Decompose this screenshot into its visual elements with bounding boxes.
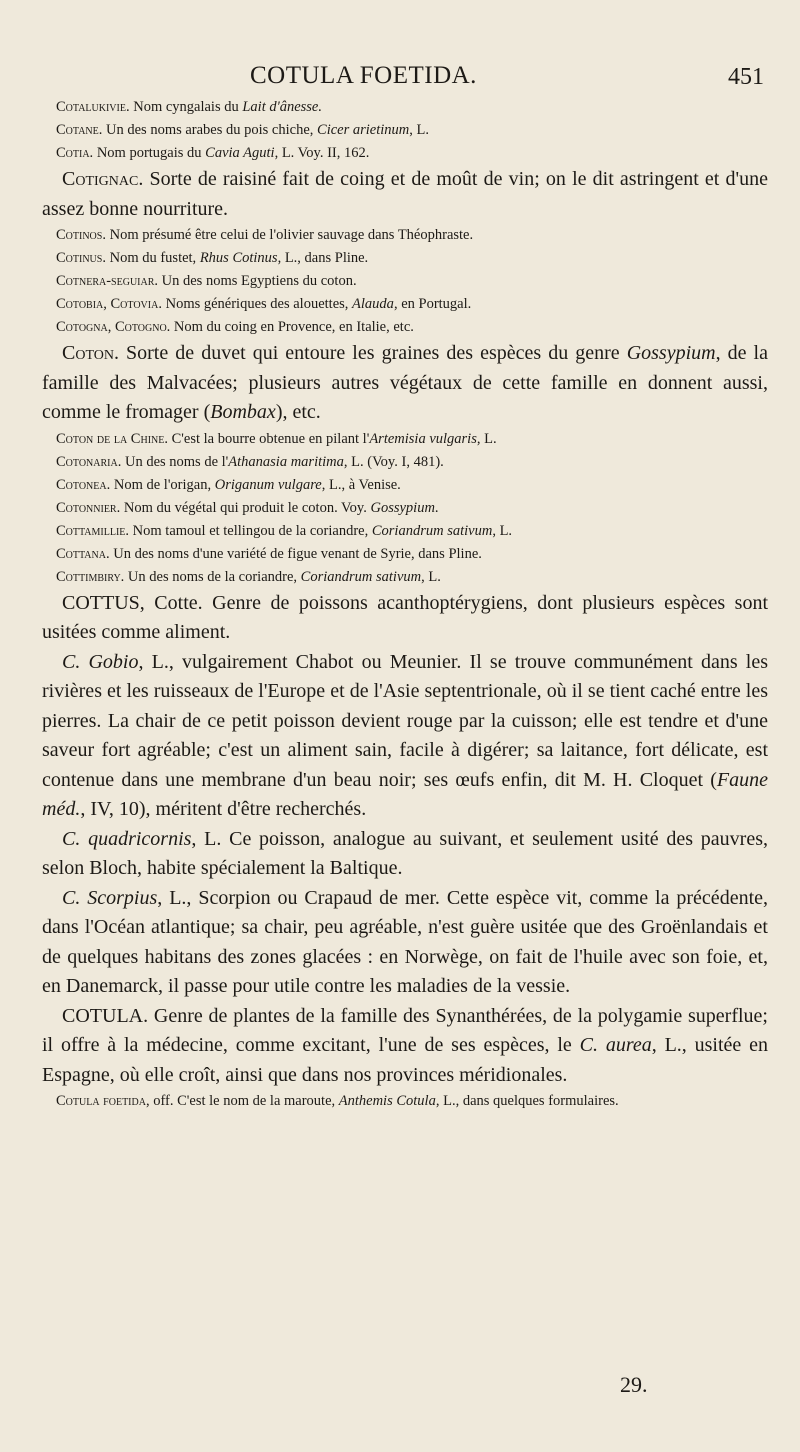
entry-text: Un des noms arabes du pois chiche, [102, 122, 318, 138]
entry-text: Nom du coing en Provence, en Italie, etc. [170, 319, 414, 335]
dictionary-entry [42, 247, 768, 270]
entry-text: , L., dans quelques formulaires. [435, 1093, 619, 1109]
entry-text: Un des noms de la coriandre, [124, 568, 301, 585]
entry-text: Nom du fustet, [105, 250, 200, 266]
entry-headword: Cottimbiry. [56, 568, 125, 585]
running-header [0, 58, 800, 92]
entry-headword: Cotia. [56, 145, 94, 161]
entry-headword: Cotinus. [56, 250, 106, 266]
entry-headword: Cotignac. [62, 168, 144, 190]
entry-latin-name: C. quadricornis [62, 827, 192, 850]
entry-latin-name: Athanasia maritima [228, 453, 344, 470]
entry-headword: COTULA [62, 1004, 144, 1027]
dictionary-entry [42, 451, 768, 474]
entry-text: , de la famille des Malvacées; plusieurs autres végétaux de cette famille en donnent aussi, comme le fromager ( [42, 342, 768, 423]
entry-headword: Cotogna, Cotogno. [56, 319, 171, 335]
entry-text: , Cotte. Genre de poissons acanthoptérygiens, dont plusieurs espèces sont usitées comme aliment. [42, 591, 768, 643]
entry-text: ), etc. [275, 401, 321, 423]
entry-text: Un des noms d'une variété de figue venant de Syrie, dans Pline. [109, 545, 482, 562]
dictionary-entry [42, 1090, 768, 1113]
entry-text: , L., vulgairement Chabot ou Meunier. Il se trouve communément dans les rivières et les ruisseaux de l'Europe et de l'Asie septentrionale, où il se tient caché entre les pierres. La chair de ce petit poisson devient rouge par la cuisson; elle est tendre et d'une saveur fort agréable; c'est un aliment sain, facile à digérer; sa laitance, fort délicate, est contenue dans une membrane d'un beau noir; ses œufs enfin, dit M. H. Cloquet ( [42, 650, 768, 791]
dictionary-entry [42, 224, 768, 247]
entry-text: Nom présumé être celui de l'olivier sauvage dans Théophraste. [105, 227, 474, 243]
entry-headword: Cotula foetida, [56, 1093, 150, 1109]
entry-latin-name: Gossypium [370, 499, 435, 516]
entry-headword: Cotonnier. [56, 499, 121, 516]
entry-text: , L., à Venise. [321, 476, 401, 493]
entry-text: , L., Scorpion ou Crapaud de mer. Cette espèce vit, comme la précédente, dans l'Océan atlantique; sa chair, peu agréable, n'est guère usitée que des Groënlandais et de quelques habitans des zones glacées : en Norwège, on fait de l'huile avec son foie, et, en Danemarck, il passe pour utile contre les maladies de la vessie. [42, 886, 768, 997]
entry-headword: Cotinos. [56, 227, 106, 243]
entry-text: Nom de l'origan, [110, 476, 215, 493]
entry-text: , L. [492, 522, 513, 539]
dictionary-entry [42, 648, 768, 825]
entry-latin-name: Rhus Cotinus [199, 250, 278, 266]
dictionary-entry [42, 165, 768, 224]
entry-text: Nom cyngalais du [129, 99, 243, 115]
entry-headword: Cotane. [56, 122, 103, 138]
dictionary-entry [42, 96, 768, 119]
entry-text: , en Portugal. [393, 296, 472, 312]
entry-latin-name: Coriandrum sativum [300, 568, 422, 585]
dictionary-entry [42, 339, 768, 428]
running-title: COTULA FOETIDA. [250, 62, 477, 89]
entry-latin-name: Coriandrum sativum [371, 522, 493, 539]
dictionary-entries [42, 96, 768, 1113]
dictionary-entry [42, 589, 768, 648]
entry-latin-name: Origanum vulgare [214, 476, 322, 493]
entry-headword: COTTUS [62, 591, 140, 614]
entry-latin-name: Lait d'ânesse. [242, 99, 322, 115]
entry-latin-name: Gossypium [626, 342, 716, 364]
dictionary-entry [42, 428, 768, 451]
entry-headword: Cotnera-seguiar. [56, 273, 159, 289]
entry-text: , L., dans Pline. [277, 250, 369, 266]
entry-latin-name: C. aurea [579, 1034, 652, 1056]
entry-text: C'est la bourre obtenue en pilant l' [167, 430, 370, 447]
entry-headword: Cotalukivie. [56, 99, 130, 115]
entry-text: off. C'est le nom de la maroute, [149, 1093, 339, 1109]
entry-text: Sorte de raisiné fait de coing et de moût de vin; on le dit astringent et d'une assez bonne nourriture. [42, 168, 768, 220]
signature-mark: 29. [620, 1372, 648, 1397]
entry-latin-name: Faune méd. [42, 768, 768, 820]
entry-headword: Cotonea. [56, 476, 111, 493]
entry-text: , L. Voy. II, 162. [274, 145, 370, 161]
entry-latin-name: Bombax [210, 401, 276, 423]
entry-headword: Cottana. [56, 545, 110, 562]
dictionary-entry [42, 474, 768, 497]
entry-text: Sorte de duvet qui entoure les graines des espèces du genre [118, 342, 627, 364]
entry-latin-name: Anthemis Cotula [338, 1093, 436, 1109]
dictionary-entry [42, 1002, 768, 1091]
entry-text: , L. Ce poisson, analogue au suivant, et seulement usité des pauvres, selon Bloch, habite spécialement la Baltique. [42, 827, 768, 879]
dictionary-entry [42, 543, 768, 566]
dictionary-entry [42, 316, 768, 339]
entry-latin-name: Artemisia vulgaris [369, 430, 477, 447]
entry-text: . Genre de plantes de la famille des Synanthérées, de la polygamie superflue; il offre à la médecine, comme excitant, l'une de ses espèces, le [42, 1004, 768, 1056]
entry-headword: Cotonaria. [56, 453, 122, 470]
entry-headword: Coton. [62, 342, 119, 364]
entry-text: Nom du végétal qui produit le coton. Voy. [120, 499, 371, 516]
entry-text: . [434, 499, 439, 516]
entry-latin-name: C. Gobio [62, 650, 139, 673]
entry-text: Un des noms de l' [121, 453, 229, 470]
dictionary-entry [42, 520, 768, 543]
page-number: 451 [728, 64, 764, 90]
entry-text: , L. [476, 430, 497, 447]
entry-text: Un des noms Egyptiens du coton. [158, 273, 357, 289]
dictionary-entry [42, 142, 768, 165]
dictionary-entry [42, 825, 768, 884]
entry-headword: Coton de la Chine. [56, 430, 168, 447]
dictionary-entry [42, 497, 768, 520]
dictionary-entry [42, 566, 768, 589]
entry-latin-name: Cavia Aguti [205, 145, 275, 161]
entry-latin-name: Cicer arietinum [317, 122, 410, 138]
entry-latin-name: Alauda [352, 296, 394, 312]
entry-text: , L. (Voy. I, 481). [343, 453, 444, 470]
entry-text: , IV, 10), méritent d'être recherchés. [80, 798, 367, 820]
entry-text: , L. [409, 122, 429, 138]
entry-text: Noms génériques des alouettes, [161, 296, 353, 312]
entry-headword: Cotobia, Cotovia. [56, 296, 162, 312]
entry-text: , L., usitée en Espagne, où elle croît, ainsi que dans nos provinces méridionales. [42, 1034, 769, 1086]
entry-latin-name: C. Scorpius [62, 886, 158, 909]
entry-text: Nom portugais du [93, 145, 206, 161]
entry-text: , L. [421, 568, 441, 585]
dictionary-entry [42, 293, 768, 316]
dictionary-entry [42, 884, 768, 1002]
dictionary-entry [42, 119, 768, 142]
entry-headword: Cottamillie. [56, 522, 130, 539]
dictionary-entry [42, 270, 768, 293]
entry-text: Nom tamoul et tellingou de la coriandre, [129, 522, 372, 539]
